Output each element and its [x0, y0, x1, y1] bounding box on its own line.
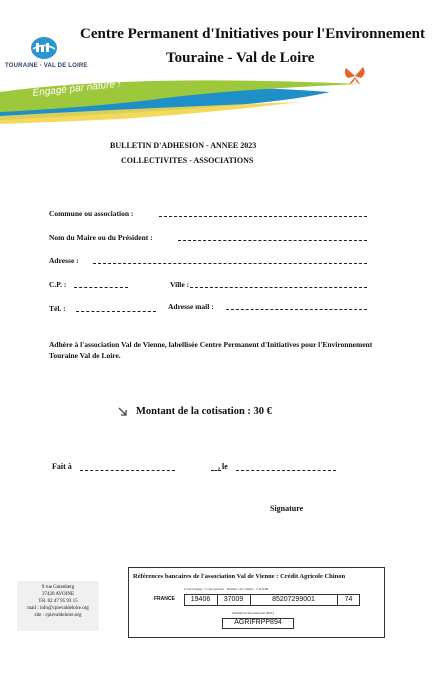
logo-text: TOURAINE - VAL DE LOIRE [5, 63, 88, 69]
bic-header: Identifiant international (BIC) [232, 611, 275, 615]
account-number: 85207299001 [272, 596, 315, 603]
cp-field[interactable] [74, 287, 128, 288]
signature-label: Signature [270, 504, 304, 513]
form-subtitle: COLLECTIVITES - ASSOCIATIONS [121, 156, 254, 165]
fait-a-field[interactable] [80, 470, 175, 471]
address-box [17, 581, 99, 631]
slogan: Engagé par nature ! [32, 78, 122, 99]
date-field[interactable] [236, 470, 336, 471]
ville-field[interactable] [190, 287, 367, 288]
le-label: , le [218, 462, 228, 471]
cp-label: C.P. : [49, 280, 67, 289]
logo-icon [30, 36, 58, 60]
cotisation-amount: Montant de la cotisation : 30 € [136, 406, 272, 417]
bank-code: 19406 [190, 596, 211, 603]
mail-field[interactable] [226, 309, 367, 310]
adresse-label: Adresse : [49, 256, 79, 265]
ville-label: Ville : [170, 280, 190, 289]
bank-code-headers: Code banque · Code guichet · Numéro de compte · Clé RIB [184, 587, 269, 591]
form-title: BULLETIN D'ADHESION - ANNEE 2023 [110, 141, 257, 150]
adresse-field[interactable] [93, 263, 367, 264]
adhesion-text: Adhère à l'association Val de Vienne, labellisée Centre Permanent d'Initiatives pour l'Environnement Touraine Val de Loire. [49, 340, 373, 360]
bank-title: Références bancaires de l'association Val de Vienne : Crédit Agricole Chinon [133, 573, 346, 580]
address-city: 37420 AVOINE [42, 592, 74, 597]
rib-key: 74 [344, 596, 353, 603]
header-swoosh [0, 72, 443, 124]
address-street: 9 rue Gutenberg [41, 585, 75, 590]
bank-country: FRANCE [154, 596, 175, 602]
commune-label: Commune ou association : [49, 209, 134, 218]
fait-a-label: Fait à [52, 462, 72, 471]
arrow-icon [118, 407, 128, 417]
commune-field[interactable] [159, 216, 367, 217]
org-name-line1: Centre Permanent d'Initiatives pour l'Environnement [80, 26, 425, 42]
mail-label: Adresse mail : [168, 302, 214, 311]
address-mail: mail : info@cpievaldeloire.org [27, 606, 89, 611]
address-phone: Tél. 02 47 95 93 15 [38, 599, 78, 604]
bic-code: AGRIFRPP894 [234, 619, 282, 626]
address-site: site : cpievaldeloire.org [34, 613, 82, 618]
org-name-line2: Touraine - Val de Loire [166, 50, 315, 66]
maire-field[interactable] [178, 240, 367, 241]
guichet-code: 37009 [223, 596, 244, 603]
tel-field[interactable] [76, 311, 156, 312]
maire-label: Nom du Maire ou du Président : [49, 233, 153, 242]
tel-label: Tél. : [49, 304, 66, 313]
